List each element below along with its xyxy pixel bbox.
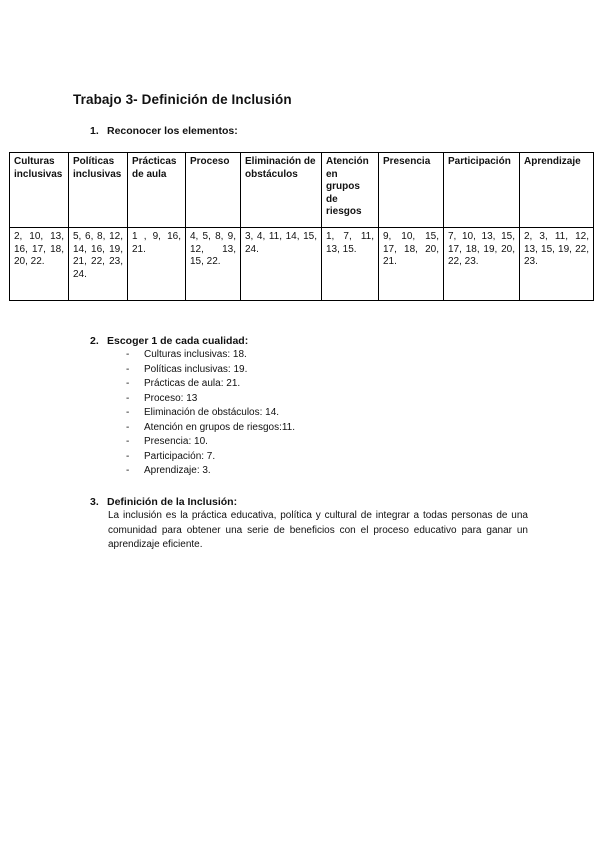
table-cell: 7, 10, 13, 15, 17, 18, 19, 20, 22, 23. <box>444 228 520 301</box>
list-item-text: Prácticas de aula: 21. <box>144 378 241 389</box>
list-item-text: Culturas inclusivas: 18. <box>144 349 247 360</box>
list-item: - Presencia: 10. <box>126 436 208 447</box>
list-item-text: Atención en grupos de riesgos:11. <box>144 421 296 433</box>
list-item: - Aprendizaje: 3. <box>126 465 211 476</box>
table-cell: 2, 3, 11, 12, 13, 15, 19, 22, 23. <box>520 228 594 301</box>
table-cell: 1 , 9, 16, 21. <box>128 228 186 301</box>
section-1-heading-text: Reconocer los elementos: <box>107 125 238 137</box>
table-header-cell: Culturas inclusivas <box>10 153 69 228</box>
section-3-heading <box>90 496 237 508</box>
list-item-text: Presencia: 10. <box>144 436 208 447</box>
table-header-row <box>10 153 594 228</box>
section-3-number: 3. <box>90 496 99 508</box>
section-1-heading <box>90 125 238 137</box>
section-3-heading-text: Definición de la Inclusión: <box>107 496 238 508</box>
section-2-heading <box>90 335 248 347</box>
list-item-text: Aprendizaje: 3. <box>144 465 211 476</box>
table-header-cell: Participación <box>444 153 520 228</box>
section-2-number: 2. <box>90 335 99 347</box>
table-header-cell: Proceso <box>186 153 241 228</box>
elements-table <box>9 152 594 301</box>
section-2-heading-text: Escoger 1 de cada cualidad: <box>107 335 249 347</box>
table-cell: 1, 7, 11, 13, 15. <box>322 228 379 301</box>
table-cell: 3, 4, 11, 14, 15, 24. <box>241 228 322 301</box>
list-item: - Participación: 7. <box>126 450 216 462</box>
table-cell: 9, 10, 15, 17, 18, 20, 21. <box>379 228 444 301</box>
list-item: - Eliminación de obstáculos: 14. <box>126 407 280 418</box>
section-1-number: 1. <box>90 125 99 137</box>
page-title: Trabajo 3- Definición de Inclusión <box>73 92 292 107</box>
table-header-cell: Prácticas de aula <box>128 153 186 228</box>
list-item: - Proceso: 13 <box>126 392 198 404</box>
list-item: - Culturas inclusivas: 18. <box>126 349 247 360</box>
table-header-cell: Atención en grupos de riesgos <box>322 153 379 228</box>
table-header-cell: Presencia <box>379 153 444 228</box>
table-cell: 2, 10, 13, 16, 17, 18, 20, 22. <box>10 228 69 301</box>
table-row <box>10 228 594 301</box>
list-item-text: Políticas inclusivas: 19. <box>144 363 248 375</box>
qualities-list <box>126 348 295 479</box>
list-item: - Prácticas de aula: 21. <box>126 378 241 389</box>
list-item: - Atención en grupos de riesgos:11. <box>126 421 296 433</box>
table-cell: 5, 6, 8, 12, 14, 16, 19, 21, 22, 23, 24. <box>69 228 128 301</box>
list-item-text: Participación: 7. <box>144 450 216 462</box>
table-header-cell: Políticas inclusivas <box>69 153 128 228</box>
list-item: - Políticas inclusivas: 19. <box>126 363 248 375</box>
table-cell: 4, 5, 8, 9, 12, 13, 15, 22. <box>186 228 241 301</box>
table-header-cell: Aprendizaje <box>520 153 594 228</box>
definition-paragraph: La inclusión es la práctica educativa, política y cultural de integrar a todas personas de una comunidad para obtener una serie de beneficios con el proceso educativo para ganar un aprendizaje eficiente. <box>108 510 528 550</box>
list-item-text: Proceso: 13 <box>144 392 198 404</box>
table-header-cell: Eliminación de obstáculos <box>241 153 322 228</box>
list-item-text: Eliminación de obstáculos: 14. <box>144 407 280 418</box>
